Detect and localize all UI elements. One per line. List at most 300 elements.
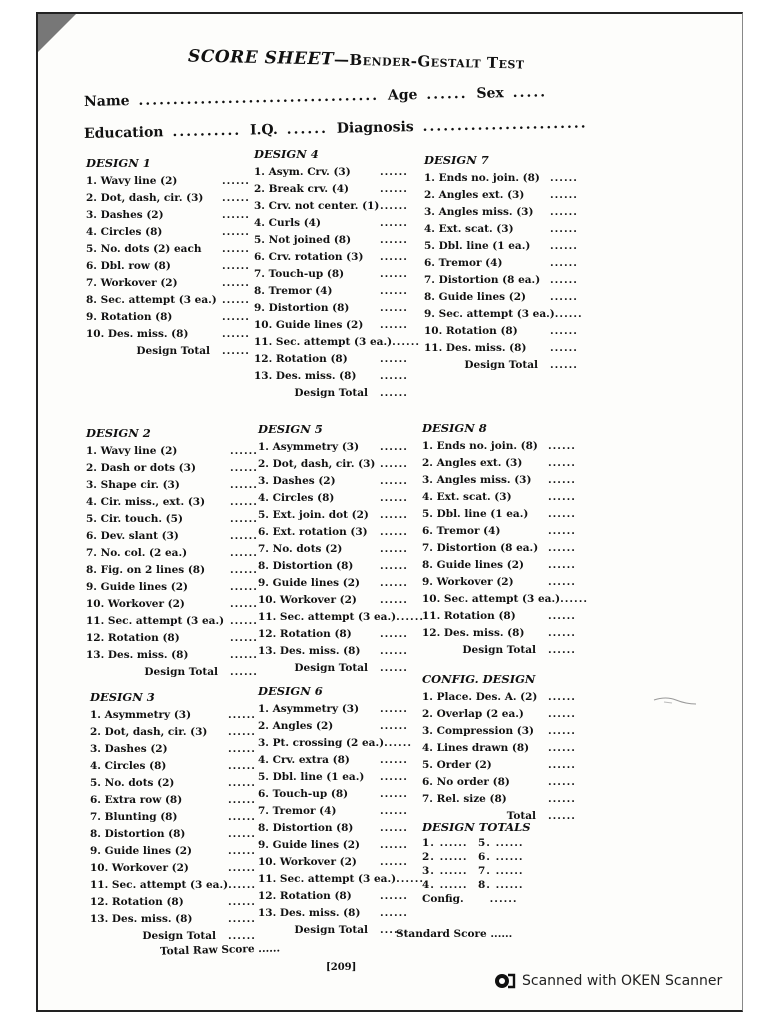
score-item-label: 1. Place. Des. A. (2) xyxy=(422,691,538,703)
score-item-row xyxy=(86,326,256,343)
score-entry-field[interactable]: ...... xyxy=(548,474,576,486)
scanner-logo-icon xyxy=(494,972,516,990)
score-entry-field[interactable]: ...... xyxy=(550,257,578,269)
score-item-row xyxy=(86,309,256,326)
score-entry-field[interactable]: ...... xyxy=(380,526,408,538)
score-item-row xyxy=(422,706,582,723)
score-item-label: 1. Wavy line (2) xyxy=(86,445,178,457)
score-item-row xyxy=(424,238,584,255)
score-item-row xyxy=(90,860,262,877)
score-item-row xyxy=(422,540,582,557)
score-entry-field[interactable]: ...... xyxy=(228,726,256,738)
iq-field[interactable]: ...... xyxy=(286,120,329,138)
score-item-label: 10. Rotation (8) xyxy=(424,325,518,337)
score-entry-field[interactable]: ...... xyxy=(380,703,408,715)
score-item-row xyxy=(424,272,584,289)
score-entry-field[interactable]: ...... xyxy=(228,709,256,721)
score-entry-field[interactable]: ...... xyxy=(548,508,576,520)
score-item-label: 4. Crv. extra (8) xyxy=(258,754,350,766)
score-item-row xyxy=(258,524,414,541)
score-item-row xyxy=(258,592,414,609)
score-entry-field[interactable]: ...... xyxy=(548,525,576,537)
score-entry-field[interactable]: ...... xyxy=(228,845,256,857)
score-entry-field[interactable]: ...... xyxy=(380,890,408,902)
score-item-row xyxy=(422,608,582,625)
score-entry-field[interactable]: ...... xyxy=(228,777,256,789)
score-entry-field[interactable]: ...... xyxy=(380,319,408,331)
scanner-label: Scanned with OKEN Scanner xyxy=(522,973,723,989)
score-item-label: 13. Des. miss. (8) xyxy=(254,370,357,382)
score-entry-field[interactable]: ...... xyxy=(554,308,583,320)
score-item-row xyxy=(86,545,264,562)
sex-label: Sex xyxy=(476,85,504,102)
score-item-label: 12. Des. miss. (8) xyxy=(422,627,525,639)
score-item-row xyxy=(258,490,414,507)
score-item-row xyxy=(86,207,256,224)
total-raw-score[interactable]: Total Raw Score ...... xyxy=(159,942,281,958)
score-entry-field[interactable]: ...... xyxy=(548,776,576,788)
score-entry-field[interactable]: ...... xyxy=(548,559,576,571)
score-item-row xyxy=(258,643,414,660)
score-item-label: 12. Rotation (8) xyxy=(258,628,352,640)
score-entry-field[interactable]: ...... xyxy=(380,183,408,195)
score-entry-field[interactable]: ...... xyxy=(548,627,576,639)
design-total-field[interactable]: ...... xyxy=(230,666,258,678)
score-entry-field[interactable]: ...... xyxy=(230,581,258,593)
score-item-label: 7. No. col. (2 ea.) xyxy=(86,547,188,559)
score-item-row xyxy=(424,340,584,357)
config-design-section xyxy=(422,672,582,825)
education-iq-diagnosis-row xyxy=(84,115,592,142)
score-item-label: 5. Not joined (8) xyxy=(254,234,352,246)
score-entry-field[interactable]: ...... xyxy=(550,240,578,252)
score-entry-field[interactable]: ...... xyxy=(230,479,258,491)
score-item-row xyxy=(258,439,414,456)
score-item-label: 5. Dbl. line (1 ea.) xyxy=(258,771,365,783)
score-item-label: 11. Sec. attempt (3 ea.) xyxy=(90,879,229,891)
score-item-label: 8. Distortion (8) xyxy=(90,828,186,840)
score-item-label: 8. Guide lines (2) xyxy=(422,559,524,571)
design-total-row xyxy=(258,922,414,939)
score-item-label: 4. Ext. scat. (3) xyxy=(422,491,512,503)
score-item-label: 4. Cir. miss., ext. (3) xyxy=(86,496,206,508)
score-entry-field[interactable]: ...... xyxy=(222,192,250,204)
score-entry-field[interactable]: ...... xyxy=(380,492,408,504)
score-item-row xyxy=(254,164,414,181)
score-item-row xyxy=(90,911,262,928)
score-item-row xyxy=(90,809,262,826)
design-1-section xyxy=(86,156,256,360)
score-entry-field[interactable]: ...... xyxy=(548,576,576,588)
score-item-row xyxy=(258,456,414,473)
score-item-label: 7. Distortion (8 ea.) xyxy=(424,274,541,286)
score-item-row xyxy=(254,351,414,368)
design-total-slot[interactable]: 1. ...... xyxy=(422,837,468,849)
score-item-label: 2. Dash or dots (3) xyxy=(86,462,196,474)
score-item-row xyxy=(90,792,262,809)
score-item-label: 5. Dbl. line (1 ea.) xyxy=(424,240,531,252)
score-item-row xyxy=(424,306,584,323)
score-entry-field[interactable]: ...... xyxy=(380,720,408,732)
design-total-row xyxy=(254,385,414,402)
score-entry-field[interactable]: ...... xyxy=(380,754,408,766)
score-item-row xyxy=(254,334,421,351)
score-item-row xyxy=(86,528,264,545)
education-field[interactable]: .......... xyxy=(172,122,242,141)
score-item-row xyxy=(258,837,414,854)
score-entry-field[interactable]: ...... xyxy=(380,217,408,229)
score-item-label: 8. Distortion (8) xyxy=(258,560,354,572)
score-item-row xyxy=(424,187,584,204)
score-entry-field[interactable]: ...... xyxy=(380,509,408,521)
score-item-row xyxy=(258,558,414,575)
score-entry-field[interactable]: ...... xyxy=(380,856,408,868)
score-item-row xyxy=(424,255,584,272)
design-total-label: Design Total xyxy=(464,359,538,371)
score-entry-field[interactable]: ...... xyxy=(384,737,413,749)
score-entry-field[interactable]: ...... xyxy=(380,251,408,263)
score-item-label: 11. Sec. attempt (3 ea.) xyxy=(254,336,393,348)
score-item-row xyxy=(258,626,414,643)
score-item-label: 9. Guide lines (2) xyxy=(90,845,192,857)
score-entry-field[interactable]: ...... xyxy=(380,560,408,572)
score-entry-field[interactable]: ...... xyxy=(228,828,256,840)
score-item-label: 10. Sec. attempt (3 ea.) xyxy=(422,593,561,605)
score-item-row xyxy=(86,494,264,511)
score-item-row xyxy=(86,258,256,275)
score-item-row xyxy=(422,740,582,757)
score-entry-field[interactable]: ...... xyxy=(230,513,258,525)
design-total-slot[interactable]: 5. ...... xyxy=(478,837,524,849)
score-entry-field[interactable]: ...... xyxy=(222,209,250,221)
score-item-label: 12. Rotation (8) xyxy=(86,632,180,644)
score-entry-field[interactable]: ...... xyxy=(380,839,408,851)
score-item-row xyxy=(422,557,582,574)
score-entry-field[interactable]: ...... xyxy=(380,788,408,800)
score-entry-field[interactable]: ...... xyxy=(228,896,256,908)
score-item-label: 12. Rotation (8) xyxy=(90,896,184,908)
score-entry-field[interactable]: ...... xyxy=(230,462,258,474)
score-item-label: 8. Distortion (8) xyxy=(258,822,354,834)
design-totals-title: DESIGN TOTALS xyxy=(422,820,531,834)
design-total-slot[interactable]: 7. ...... xyxy=(478,865,524,877)
score-entry-field[interactable]: ...... xyxy=(222,226,250,238)
score-item-row xyxy=(90,707,262,724)
score-entry-field[interactable]: ...... xyxy=(230,547,258,559)
score-entry-field[interactable]: ...... xyxy=(550,325,578,337)
score-entry-field[interactable]: ...... xyxy=(380,458,408,470)
score-entry-field[interactable]: ...... xyxy=(228,794,256,806)
score-item-row xyxy=(90,877,262,894)
score-item-row xyxy=(86,173,256,190)
design-total-field[interactable]: ...... xyxy=(380,387,408,399)
score-sheet-page xyxy=(36,12,743,1012)
design-total-label: Design Total xyxy=(136,345,210,357)
score-item-label: 9. Sec. attempt (3 ea.) xyxy=(424,308,555,320)
design-total-slot[interactable]: 6. ...... xyxy=(478,851,524,863)
score-item-row xyxy=(90,724,262,741)
design-total-label: Design Total xyxy=(294,924,368,936)
score-item-row xyxy=(254,283,414,300)
score-item-row xyxy=(258,701,414,718)
design-total-slot[interactable]: 4. ...... xyxy=(422,879,468,891)
score-entry-field[interactable]: ...... xyxy=(230,564,258,576)
design-total-field[interactable]: ...... xyxy=(380,662,408,674)
score-item-row xyxy=(258,507,414,524)
score-item-row xyxy=(258,854,414,871)
score-item-label: 9. Distortion (8) xyxy=(254,302,350,314)
score-entry-field[interactable]: ...... xyxy=(230,445,258,457)
score-item-label: 5. Dbl. line (1 ea.) xyxy=(422,508,529,520)
score-item-row xyxy=(86,647,264,664)
score-entry-field[interactable]: ...... xyxy=(380,543,408,555)
design-total-slot[interactable]: 3. ...... xyxy=(422,865,468,877)
design-heading: CONFIG. DESIGN xyxy=(422,672,536,686)
score-item-row xyxy=(424,221,584,238)
score-entry-field[interactable]: ...... xyxy=(550,291,578,303)
score-item-row xyxy=(258,735,414,752)
score-item-row xyxy=(422,774,582,791)
score-item-label: 4. Curls (4) xyxy=(254,217,321,229)
score-entry-field[interactable]: ...... xyxy=(230,615,258,627)
score-item-label: 6. Touch-up (8) xyxy=(258,788,349,800)
score-item-row xyxy=(258,609,425,626)
score-entry-field[interactable]: ...... xyxy=(380,234,408,246)
design-total-slot[interactable]: 2. ...... xyxy=(422,851,468,863)
score-item-label: 2. Dot, dash, cir. (3) xyxy=(86,192,204,204)
score-item-row xyxy=(90,758,262,775)
score-item-row xyxy=(422,523,582,540)
score-entry-field[interactable]: ...... xyxy=(548,708,576,720)
score-item-label: 11. Sec. attempt (3 ea.) xyxy=(258,873,397,885)
design-total-field[interactable]: ...... xyxy=(550,359,578,371)
score-item-row xyxy=(86,292,256,309)
age-label: Age xyxy=(387,87,418,104)
score-item-row xyxy=(86,579,264,596)
score-entry-field[interactable]: ...... xyxy=(222,311,250,323)
score-item-label: 1. Ends no. join. (8) xyxy=(424,172,540,184)
score-entry-field[interactable]: ...... xyxy=(380,628,408,640)
design-4-section xyxy=(254,147,421,402)
score-item-row xyxy=(422,791,582,808)
score-entry-field[interactable]: ...... xyxy=(380,475,408,487)
score-entry-field[interactable]: ...... xyxy=(548,491,576,503)
score-item-row xyxy=(422,472,582,489)
score-item-label: 5. Ext. join. dot (2) xyxy=(258,509,369,521)
score-item-label: 3. Dashes (2) xyxy=(258,475,336,487)
score-entry-field[interactable]: ...... xyxy=(222,260,250,272)
score-item-row xyxy=(86,460,264,477)
score-entry-field[interactable]: ...... xyxy=(550,342,578,354)
diagnosis-field[interactable]: ........................ xyxy=(422,115,588,135)
design-heading: DESIGN 7 xyxy=(424,153,489,167)
score-entry-field[interactable]: ...... xyxy=(230,496,258,508)
score-entry-field[interactable]: ...... xyxy=(550,274,578,286)
score-item-row xyxy=(258,752,414,769)
score-item-label: 4. Circles (8) xyxy=(86,226,163,238)
design-heading: DESIGN 6 xyxy=(258,684,323,698)
score-item-row xyxy=(90,843,262,860)
score-entry-field[interactable]: ...... xyxy=(548,725,576,737)
score-item-label: 4. Lines drawn (8) xyxy=(422,742,530,754)
score-item-label: 3. Compression (3) xyxy=(422,725,534,737)
score-entry-field[interactable]: ...... xyxy=(550,206,578,218)
score-item-label: 13. Des. miss. (8) xyxy=(258,645,361,657)
score-item-label: 7. Touch-up (8) xyxy=(254,268,345,280)
score-entry-field[interactable]: ...... xyxy=(228,879,257,891)
design-total-row xyxy=(86,343,256,360)
score-item-label: 2. Angles ext. (3) xyxy=(424,189,525,201)
education-label: Education xyxy=(83,124,164,142)
score-item-label: 6. Tremor (4) xyxy=(422,525,501,537)
score-item-label: 10. Workover (2) xyxy=(258,856,357,868)
score-item-label: 7. Tremor (4) xyxy=(258,805,337,817)
score-item-label: 1. Asymmetry (3) xyxy=(258,441,360,453)
score-entry-field[interactable]: ...... xyxy=(380,285,408,297)
design-total-field[interactable]: ...... xyxy=(222,345,250,357)
score-entry-field[interactable]: ...... xyxy=(548,542,576,554)
name-field[interactable]: ................................... xyxy=(138,87,380,109)
score-entry-field[interactable]: ...... xyxy=(380,822,408,834)
score-item-label: 1. Asymmetry (3) xyxy=(258,703,360,715)
score-entry-field[interactable]: ...... xyxy=(548,691,576,703)
score-item-label: 2. Dot, dash, cir. (3) xyxy=(90,726,208,738)
score-entry-field[interactable]: ...... xyxy=(222,175,250,187)
design-total-label: Design Total xyxy=(462,644,536,656)
score-entry-field[interactable]: ...... xyxy=(230,649,258,661)
score-item-label: 3. Pt. crossing (2 ea.) xyxy=(258,737,385,749)
score-entry-field[interactable]: ...... xyxy=(380,268,408,280)
score-item-row xyxy=(422,438,582,455)
score-entry-field[interactable]: ...... xyxy=(550,223,578,235)
score-entry-field[interactable]: ...... xyxy=(380,907,408,919)
score-entry-field[interactable]: ...... xyxy=(380,370,408,382)
iq-label: I.Q. xyxy=(249,121,278,139)
score-item-row xyxy=(254,232,414,249)
score-item-label: 1. Ends no. join. (8) xyxy=(422,440,538,452)
score-item-label: 13. Des. miss. (8) xyxy=(90,913,193,925)
score-entry-field[interactable]: ...... xyxy=(230,530,258,542)
score-item-row xyxy=(254,317,414,334)
design-total-field[interactable]: ...... xyxy=(228,930,256,942)
score-item-label: 3. Dashes (2) xyxy=(86,209,164,221)
age-field[interactable]: ...... xyxy=(426,85,468,103)
score-item-row xyxy=(86,630,264,647)
score-item-row xyxy=(422,757,582,774)
standard-score[interactable]: Standard Score ...... xyxy=(396,928,513,940)
score-entry-field[interactable]: ...... xyxy=(380,353,408,365)
score-entry-field[interactable]: ...... xyxy=(380,645,408,657)
score-item-label: 3. Angles miss. (3) xyxy=(424,206,534,218)
score-entry-field[interactable]: ...... xyxy=(222,243,250,255)
config-total-field[interactable]: ...... xyxy=(489,893,518,905)
score-entry-field[interactable]: ...... xyxy=(228,913,256,925)
design-total-field[interactable]: ...... xyxy=(380,924,408,936)
score-item-label: 7. No. dots (2) xyxy=(258,543,343,555)
score-entry-field[interactable]: ...... xyxy=(230,598,258,610)
score-entry-field[interactable]: ...... xyxy=(222,294,250,306)
design-total-field[interactable]: ...... xyxy=(548,810,576,822)
score-entry-field[interactable]: ...... xyxy=(380,302,408,314)
design-6-section xyxy=(258,684,425,939)
score-item-label: 10. Workover (2) xyxy=(258,594,357,606)
score-item-row xyxy=(258,718,414,735)
score-item-row xyxy=(86,224,256,241)
page-number: [209] xyxy=(326,962,357,973)
design-totals-section xyxy=(422,820,582,905)
score-item-label: 1. Asymmetry (3) xyxy=(90,709,192,721)
score-item-label: 11. Des. miss. (8) xyxy=(424,342,527,354)
sex-field[interactable]: ..... xyxy=(512,84,548,102)
score-item-row xyxy=(90,826,262,843)
score-item-label: 6. Ext. rotation (3) xyxy=(258,526,368,538)
score-entry-field[interactable]: ...... xyxy=(548,610,576,622)
score-item-label: 6. Crv. rotation (3) xyxy=(254,251,364,263)
score-entry-field[interactable]: ...... xyxy=(222,328,250,340)
design-total-label: Design Total xyxy=(144,666,218,678)
score-entry-field[interactable]: ...... xyxy=(560,593,589,605)
score-item-row xyxy=(422,723,582,740)
score-entry-field[interactable]: ...... xyxy=(228,760,256,772)
design-heading: DESIGN 8 xyxy=(422,421,487,435)
score-item-row xyxy=(422,591,589,608)
score-item-label: 10. Workover (2) xyxy=(86,598,185,610)
score-entry-field[interactable]: ...... xyxy=(228,862,256,874)
score-entry-field[interactable]: ...... xyxy=(380,594,408,606)
score-entry-field[interactable]: ...... xyxy=(548,440,576,452)
score-entry-field[interactable]: ...... xyxy=(380,805,408,817)
score-entry-field[interactable]: ...... xyxy=(396,611,425,623)
score-item-row xyxy=(86,596,264,613)
score-item-row xyxy=(422,506,582,523)
score-entry-field[interactable]: ...... xyxy=(548,457,576,469)
score-item-row xyxy=(86,443,264,460)
score-item-row xyxy=(258,871,425,888)
score-item-label: 7. Workover (2) xyxy=(86,277,178,289)
score-entry-field[interactable]: ...... xyxy=(228,743,256,755)
design-total-field[interactable]: ...... xyxy=(548,644,576,656)
score-item-label: 12. Rotation (8) xyxy=(254,353,348,365)
score-item-label: 6. Dbl. row (8) xyxy=(86,260,171,272)
score-entry-field[interactable]: ...... xyxy=(380,771,408,783)
score-entry-field[interactable]: ...... xyxy=(396,873,425,885)
score-entry-field[interactable]: ...... xyxy=(380,577,408,589)
score-entry-field[interactable]: ...... xyxy=(548,742,576,754)
score-entry-field[interactable]: ...... xyxy=(550,172,578,184)
score-item-label: 3. Crv. not center. (1) xyxy=(254,200,380,212)
score-item-label: 2. Angles ext. (3) xyxy=(422,457,523,469)
design-heading: DESIGN 4 xyxy=(254,147,319,161)
design-heading: DESIGN 5 xyxy=(258,422,323,436)
score-item-label: 7. Distortion (8 ea.) xyxy=(422,542,539,554)
score-entry-field[interactable]: ...... xyxy=(548,793,576,805)
score-item-row xyxy=(258,905,414,922)
score-entry-field[interactable]: ...... xyxy=(392,336,421,348)
score-item-row xyxy=(422,625,582,642)
score-item-label: 3. Angles miss. (3) xyxy=(422,474,532,486)
score-entry-field[interactable]: ...... xyxy=(222,277,250,289)
score-item-label: 7. Rel. size (8) xyxy=(422,793,507,805)
score-entry-field[interactable]: ...... xyxy=(380,200,408,212)
score-entry-field[interactable]: ...... xyxy=(228,811,256,823)
design-total-slot[interactable]: 8. ...... xyxy=(478,879,524,891)
score-entry-field[interactable]: ...... xyxy=(230,632,258,644)
score-entry-field[interactable]: ...... xyxy=(380,441,408,453)
score-entry-field[interactable]: ...... xyxy=(380,166,408,178)
design-total-row xyxy=(422,642,582,659)
score-entry-field[interactable]: ...... xyxy=(550,189,578,201)
score-entry-field[interactable]: ...... xyxy=(548,759,576,771)
